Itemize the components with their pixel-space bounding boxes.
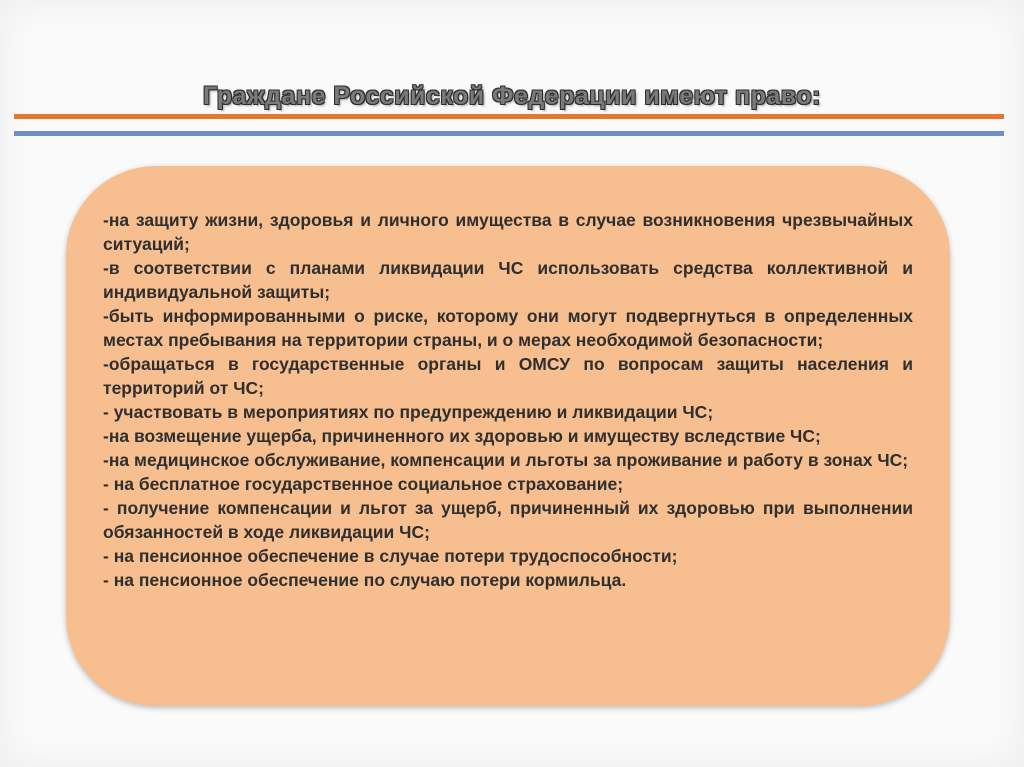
blue-divider: [14, 131, 1004, 136]
right-item-survivor-pension: - на пенсионное обеспечение по случаю потери кормильца.: [103, 570, 627, 590]
right-item-medical-care: -на медицинское обслуживание, компенсации и льготы за проживание и работу в зонах ЧС;: [103, 450, 909, 470]
orange-divider: [14, 114, 1004, 119]
right-item-participation: - участвовать в мероприятиях по предупреждению и ликвидации ЧС;: [103, 402, 714, 422]
right-item-disability-pension: - на пенсионное обеспечение в случае потери трудоспособности;: [103, 546, 678, 566]
right-item-social-insurance: - на бесплатное государственное социальное страхование;: [103, 474, 624, 494]
right-item-life-protection: -на защиту жизни, здоровья и личного имущества в случае возникновения чрезвычайных ситуаций;: [103, 210, 913, 254]
rights-list: [103, 208, 913, 592]
right-item-protective-means: -в соответствии с планами ликвидации ЧС использовать средства коллективной и индивидуальной защиты;: [103, 258, 913, 302]
right-item-damage-compensation: -на возмещение ущерба, причиненного их здоровью и имуществу вследствие ЧС;: [103, 426, 821, 446]
slide-title: Граждане Российской Федерации имеют право:: [203, 82, 821, 110]
right-item-injury-compensation: - получение компенсации и льгот за ущерб, причиненный их здоровью при выполнении обязанностей в ходе ликвидации ЧС;: [103, 498, 913, 542]
right-item-risk-information: -быть информированными о риске, которому они могут подвергнуться в определенных местах пребывания на территории страны, и о мерах необходимой безопасности;: [103, 306, 913, 350]
right-item-appeal-authorities: -обращаться в государственные органы и ОМСУ по вопросам защиты населения и территорий от ЧС;: [103, 354, 913, 398]
